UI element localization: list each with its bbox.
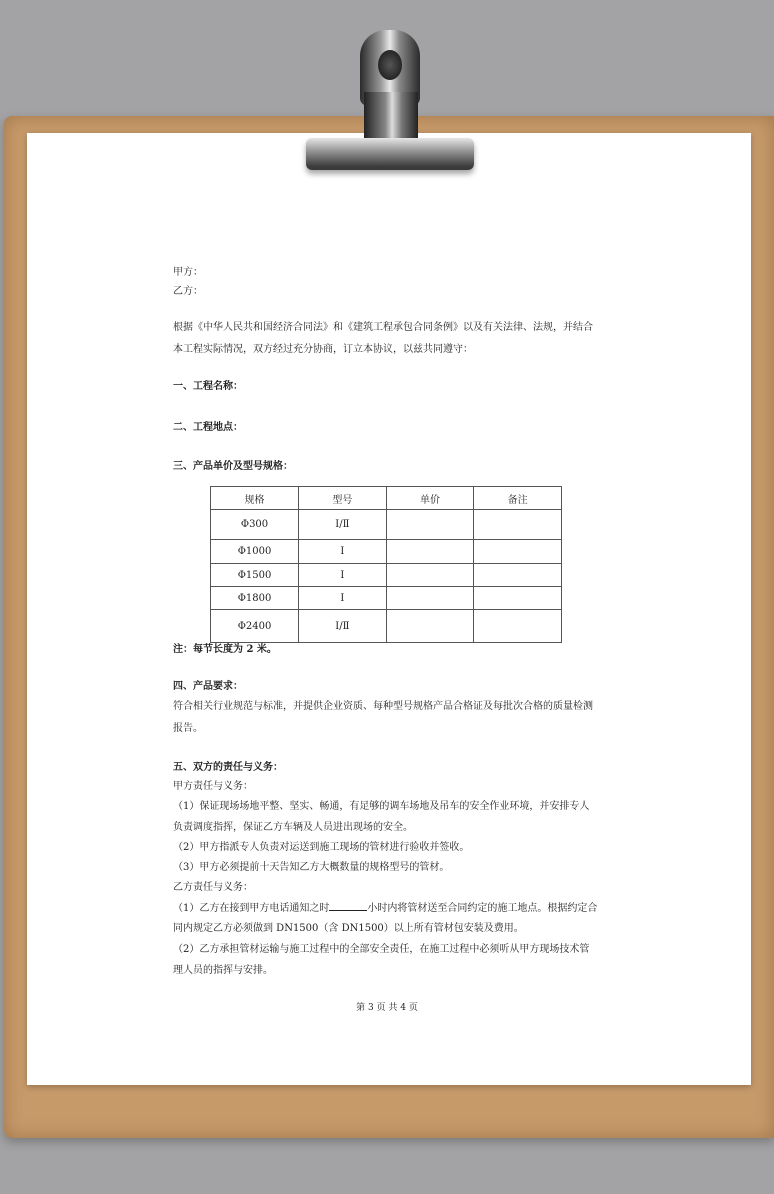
- section-4-title: 四、产品要求：: [173, 681, 243, 692]
- section-5-title: 五、双方的责任与义务：: [173, 762, 283, 773]
- cell-spec: Φ1500: [211, 564, 299, 587]
- section-4-line-2: 报告。: [173, 723, 203, 734]
- header-price: 单价: [386, 487, 474, 510]
- clip-hole: [378, 50, 402, 80]
- cell-note: [474, 587, 562, 610]
- a-duty-1-line-1: （1）保证现场场地平整、坚实、畅通，有足够的调车场地及吊车的安全作业环境，并安排专人: [173, 801, 590, 812]
- b-duty-1-post: 小时内将管材送至合同约定的施工地点。根据约定合: [367, 903, 598, 914]
- a-duty-1-line-2: 负责调度指挥，保证乙方车辆及人员进出现场的安全。: [173, 822, 413, 833]
- cell-model: Ⅰ: [299, 587, 387, 610]
- a-duty-3: （3）甲方必须提前十天告知乙方大概数量的规格型号的管材。: [173, 862, 450, 873]
- hours-blank: [329, 898, 367, 911]
- party-a-line: 甲方：: [173, 267, 203, 278]
- a-duties-title: 甲方责任与义务：: [173, 781, 253, 792]
- cell-note: [474, 564, 562, 587]
- cell-price: [386, 587, 474, 610]
- cell-price: [386, 610, 474, 643]
- cell-spec: Φ2400: [211, 610, 299, 643]
- cell-price: [386, 540, 474, 564]
- b-duty-1-pre: （1）乙方在接到甲方电话通知之时: [173, 903, 330, 914]
- cell-price: [386, 564, 474, 587]
- table-note: 注：每节长度为 2 米。: [173, 644, 277, 655]
- page-footer: 第 3 页 共 4 页: [356, 1003, 418, 1013]
- section-4-line-1: 符合相关行业规范与标准，并提供企业资质、每种型号规格产品合格证及每批次合格的质量检测: [173, 701, 593, 712]
- cell-model: Ⅰ/Ⅱ: [299, 610, 387, 643]
- clip-body: [364, 92, 418, 140]
- a-duty-2: （2）甲方指派专人负责对运送到施工现场的管材进行验收并签收。: [173, 842, 470, 853]
- cell-model: Ⅰ/Ⅱ: [299, 510, 387, 540]
- cell-model: Ⅰ: [299, 540, 387, 564]
- cell-note: [474, 610, 562, 643]
- b-duties-title: 乙方责任与义务：: [173, 882, 253, 893]
- table-row: [211, 610, 562, 643]
- cell-note: [474, 510, 562, 540]
- b-duty-2-line-2: 理人员的指挥与安排。: [173, 965, 273, 976]
- header-model: 型号: [299, 487, 387, 510]
- table-row: [211, 564, 562, 587]
- b-duty-2-line-1: （2）乙方承担管材运输与施工过程中的全部安全责任，在施工过程中必须听从甲方现场技术管: [173, 944, 590, 955]
- intro-line-1: 根据《中华人民共和国经济合同法》和《建筑工程承包合同条例》以及有关法律、法规，并结合: [173, 322, 593, 333]
- b-duty-1-line-1: [173, 898, 613, 919]
- b-duty-1-line-2: 同内规定乙方必须做到 DN1500（含 DN1500）以上所有管材包安装及费用。: [173, 923, 524, 934]
- section-3-title: 三、产品单价及型号规格：: [173, 461, 293, 472]
- document-body-lower: [173, 640, 613, 981]
- party-b-line: 乙方：: [173, 286, 203, 297]
- table-row: [211, 540, 562, 564]
- section-2-title: 二、工程地点：: [173, 422, 243, 433]
- cell-model: Ⅰ: [299, 564, 387, 587]
- document-body: [173, 263, 613, 476]
- cell-spec: Φ300: [211, 510, 299, 540]
- cell-spec: Φ1800: [211, 587, 299, 610]
- table-row: [211, 587, 562, 610]
- table-row: [211, 510, 562, 540]
- spec-table: [210, 486, 562, 643]
- header-note: 备注: [474, 487, 562, 510]
- cell-spec: Φ1000: [211, 540, 299, 564]
- binder-clip: [306, 138, 474, 170]
- table-header-row: [211, 487, 562, 510]
- header-spec: 规格: [211, 487, 299, 510]
- intro-line-2: 本工程实际情况，双方经过充分协商，订立本协议，以兹共同遵守：: [173, 344, 473, 355]
- cell-note: [474, 540, 562, 564]
- cell-price: [386, 510, 474, 540]
- section-1-title: 一、工程名称：: [173, 381, 243, 392]
